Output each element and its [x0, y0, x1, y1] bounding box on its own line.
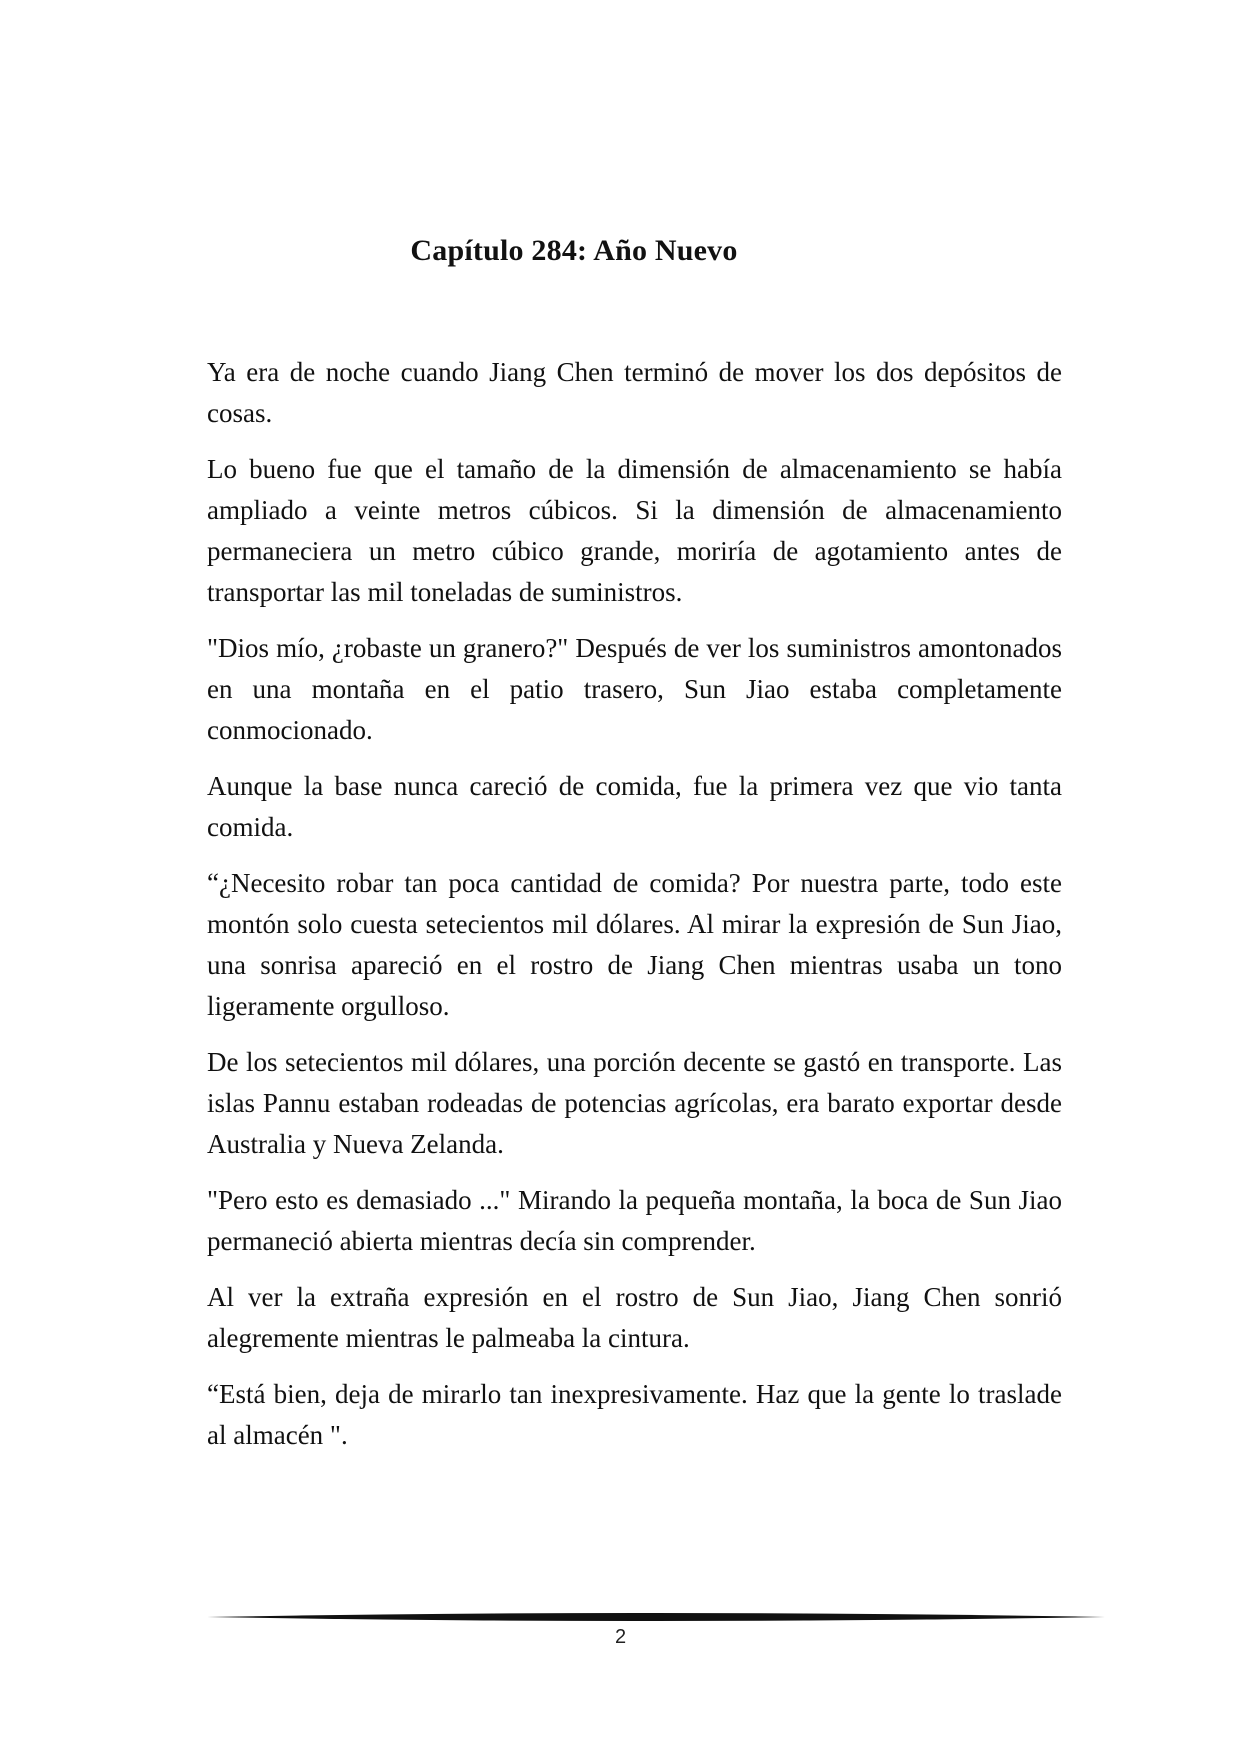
chapter-body	[207, 352, 1062, 1471]
paragraph: Al ver la extraña expresión en el rostro de Sun Jiao, Jiang Chen sonrió alegremente mientras le palmeaba la cintura.	[207, 1282, 1062, 1353]
paragraph: De los setecientos mil dólares, una porción decente se gastó en transporte. Las islas Pannu estaban rodeadas de potencias agrícolas, era barato exportar desde Australia y Nueva Zelanda.	[207, 1047, 1062, 1159]
paragraph: “Está bien, deja de mirarlo tan inexpresivamente. Haz que la gente lo traslade al almacén ".	[207, 1379, 1062, 1450]
paragraph: "Pero esto es demasiado ..." Mirando la pequeña montaña, la boca de Sun Jiao permaneció abierta mientras decía sin comprender.	[207, 1185, 1062, 1256]
paragraph: Aunque la base nunca careció de comida, fue la primera vez que vio tanta comida.	[207, 771, 1062, 842]
paragraph: Ya era de noche cuando Jiang Chen terminó de mover los dos depósitos de cosas.	[207, 357, 1062, 428]
paragraph: “¿Necesito robar tan poca cantidad de comida? Por nuestra parte, todo este montón solo cuesta setecientos mil dólares. Al mirar la expresión de Sun Jiao, una sonrisa apareció en el rostro de Jiang Chen mientras usaba un tono ligeramente orgulloso.	[207, 868, 1062, 1021]
page-number: 2	[614, 1626, 627, 1648]
chapter-title: Capítulo 284: Año Nuevo	[410, 234, 738, 267]
footer-divider	[207, 1610, 1105, 1624]
paragraph: "Dios mío, ¿robaste un granero?" Después de ver los suministros amontonados en una montaña en el patio trasero, Sun Jiao estaba completamente conmocionado.	[207, 633, 1062, 745]
paragraph: Lo bueno fue que el tamaño de la dimensión de almacenamiento se había ampliado a veinte metros cúbicos. Si la dimensión de almacenamiento permaneciera un metro cúbico grande, moriría de agotamiento antes de transportar las mil toneladas de suministros.	[207, 454, 1062, 607]
